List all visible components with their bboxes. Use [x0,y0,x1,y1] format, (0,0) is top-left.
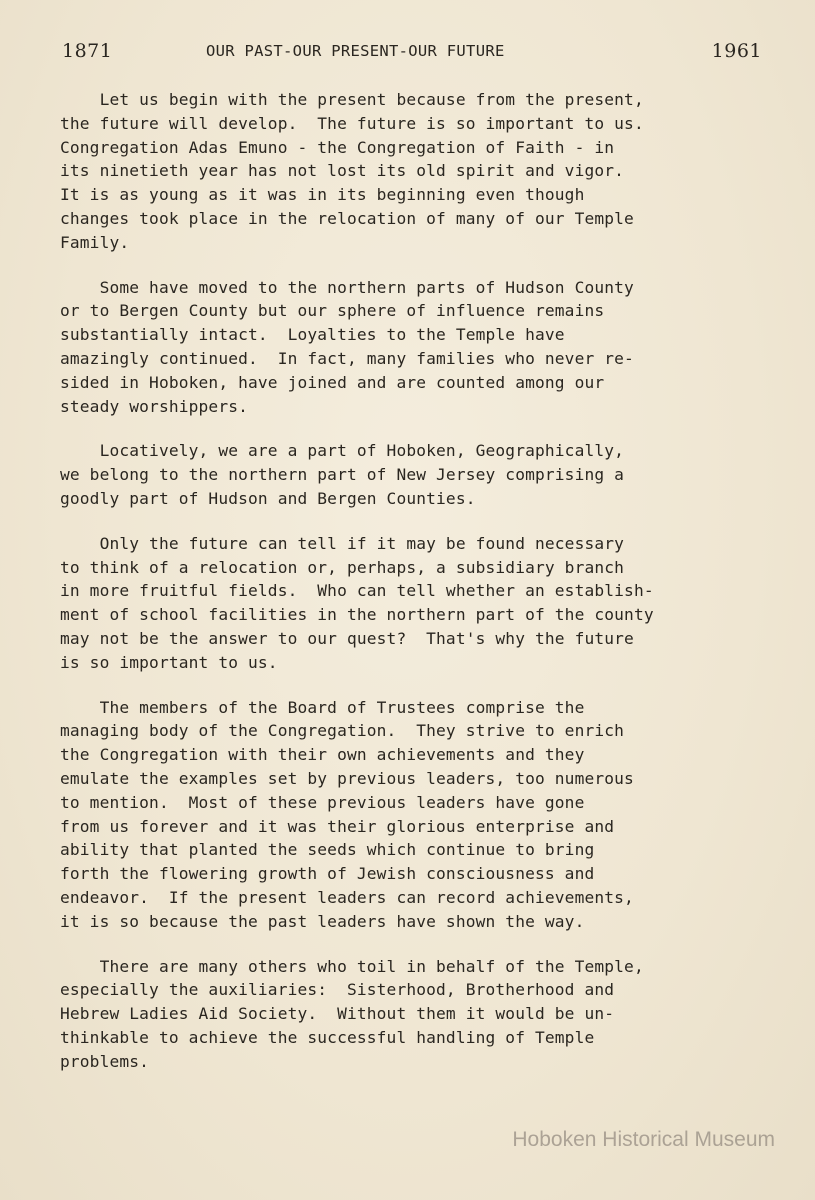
header-year-right: 1961 [711,40,762,62]
paragraph-future: Only the future can tell if it may be found necessary to think of a relocation or, perhaps, a subsidiary branch in more fruitful fields. Who can tell whether an establish- ment of school facilities in the northern part of the county may not be the answer to our quest? That's why the future is so important to us. [60,533,654,672]
page-header [62,40,762,68]
museum-watermark: Hoboken Historical Museum [512,1128,775,1151]
paragraph-trustees: The members of the Board of Trustees comprise the managing body of the Congregation. They strive to enrich the Congregation with their own achievements and they emulate the examples set by previous leaders, too numerous to mention. Most of these previous leaders have gone from us forever and it was their glorious enterprise and ability that planted the seeds which continue to bring forth the flowering growth of Jewish consciousness and endeavor. If the present leaders can record achievements, it is so because the past leaders have shown the way. [60,697,634,931]
paragraph-moved: Some have moved to the northern parts of Hudson County or to Bergen County but our sphere of influence remains substantially intact. Loyalties to the Temple have amazingly continued. In fact, many families who never re- sided in Hoboken, have joined and are counted among our steady worshippers. [60,277,634,416]
header-title: OUR PAST-OUR PRESENT-OUR FUTURE [206,42,505,60]
document-body [60,88,780,1094]
paragraph-locatively: Locatively, we are a part of Hoboken, Geographically, we belong to the northern part of New Jersey comprising a goodly part of Hudson and Bergen Counties. [60,441,625,508]
paragraph-auxiliaries: There are many others who toil in behalf of the Temple, especially the auxiliaries: Sisterhood, Brotherhood and Hebrew Ladies Aid Society. Without them it would be un- thinkable to achieve the successful handling of Temple problems. [60,956,644,1071]
header-year-left: 1871 [62,40,113,62]
paragraph-present: Let us begin with the present because from the present, the future will develop. The future is so important to us. Congregation Adas Emuno - the Congregation of Faith - in its ninetieth year has not lost its old spirit and vigor. It is as young as it was in its beginning even though changes took place in the relocation of many of our Temple Family. [60,90,644,252]
